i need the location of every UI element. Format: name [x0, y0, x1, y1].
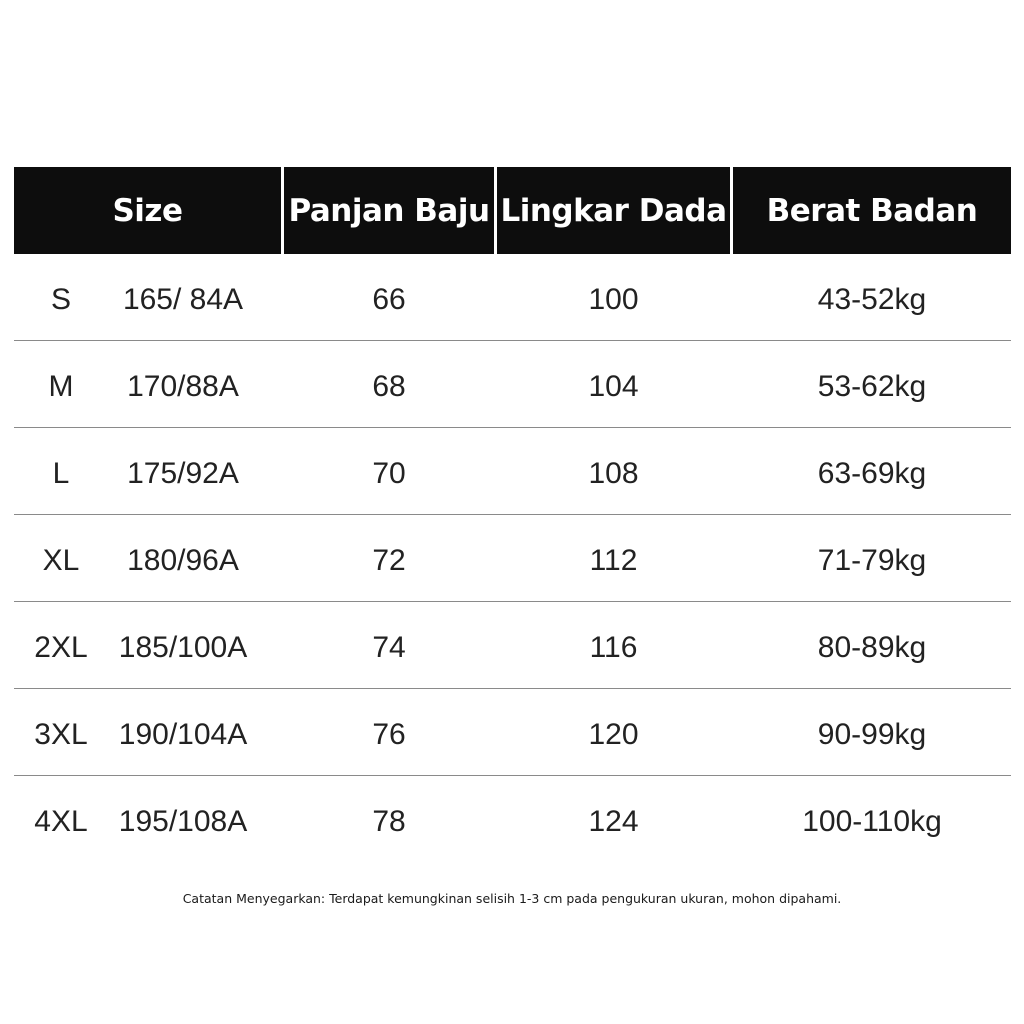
berat-badan-cell: 100-110kg — [802, 805, 942, 838]
spec-cell: 180/96A — [127, 544, 239, 577]
spec-cell: 175/92A — [127, 457, 239, 490]
spec-cell: 195/108A — [118, 805, 248, 838]
table-row — [14, 428, 1011, 515]
size-cell: 3XL — [34, 718, 88, 751]
size-cell: M — [48, 370, 74, 403]
lingkar-dada-cell: 108 — [588, 457, 639, 490]
size-cell: S — [50, 283, 71, 316]
panjang-baju-cell: 70 — [372, 457, 406, 490]
table-row — [14, 602, 1011, 689]
table-row — [14, 776, 1011, 863]
spec-cell: 165/ 84A — [122, 283, 244, 316]
lingkar-dada-cell: 116 — [589, 631, 638, 664]
panjang-baju-cell: 68 — [372, 370, 406, 403]
table-row — [14, 689, 1011, 776]
spec-cell: 185/100A — [118, 631, 248, 664]
header-size: Size — [14, 167, 281, 254]
berat-badan-cell: 90-99kg — [817, 718, 927, 751]
size-cell: L — [52, 457, 70, 490]
panjang-baju-cell: 66 — [372, 283, 406, 316]
table-row — [14, 254, 1011, 341]
panjang-baju-cell: 74 — [372, 631, 406, 664]
panjang-baju-cell: 72 — [372, 544, 406, 577]
panjang-baju-cell: 78 — [372, 805, 406, 838]
berat-badan-cell: 53-62kg — [817, 370, 927, 403]
berat-badan-cell: 43-52kg — [817, 283, 927, 316]
table-row — [14, 341, 1011, 428]
berat-badan-cell: 80-89kg — [817, 631, 927, 664]
header-panjang-baju: Panjan Baju — [284, 167, 494, 254]
size-cell: 2XL — [34, 631, 88, 664]
table-body — [14, 254, 1011, 863]
spec-cell: 190/104A — [118, 718, 248, 751]
table-row — [14, 515, 1011, 602]
header-lingkar-dada: Lingkar Dada — [497, 167, 730, 254]
lingkar-dada-cell: 100 — [588, 283, 639, 316]
berat-badan-cell: 63-69kg — [817, 457, 927, 490]
panjang-baju-cell: 76 — [372, 718, 406, 751]
lingkar-dada-cell: 104 — [588, 370, 639, 403]
lingkar-dada-cell: 120 — [588, 718, 639, 751]
lingkar-dada-cell: 112 — [589, 544, 638, 577]
lingkar-dada-cell: 124 — [588, 805, 639, 838]
size-cell: 4XL — [34, 805, 88, 838]
berat-badan-cell: 71-79kg — [817, 544, 927, 577]
measurement-note: Catatan Menyegarkan: Terdapat kemungkinan selisih 1-3 cm pada pengukuran ukuran, mohon dipahami. — [182, 891, 842, 906]
size-cell: XL — [42, 544, 80, 577]
spec-cell: 170/88A — [127, 370, 239, 403]
header-berat-badan: Berat Badan — [733, 167, 1011, 254]
